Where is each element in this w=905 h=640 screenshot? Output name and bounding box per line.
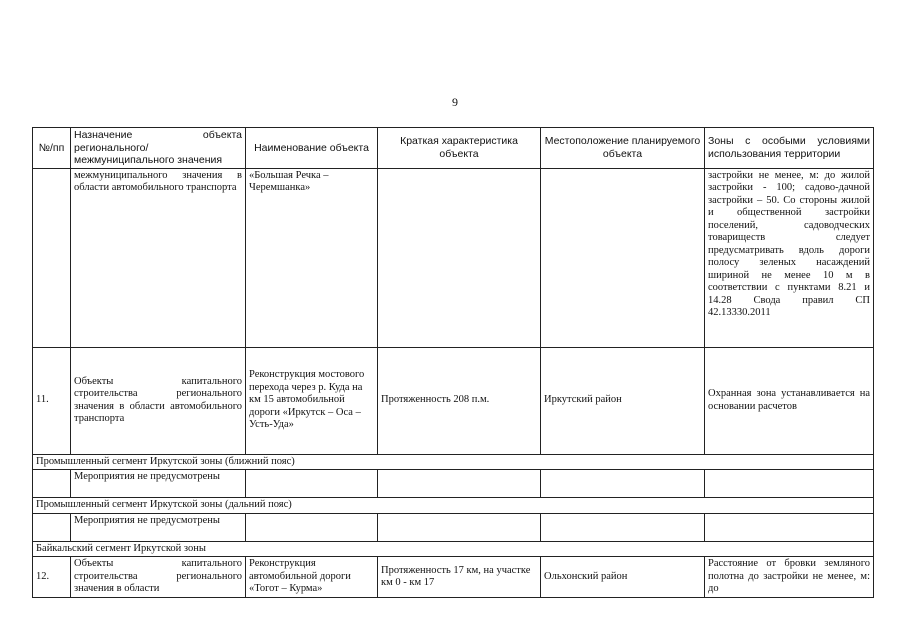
segment-row (33, 454, 874, 470)
cell-purpose: Мероприятия не предусмотрены (71, 513, 246, 541)
cell-purpose: Мероприятия не предусмотрены (71, 470, 246, 498)
table-row (33, 168, 874, 347)
cell-zones: Охранная зона устанавливается на основании расчетов (705, 347, 874, 454)
table-row (33, 347, 874, 454)
header-purpose: Назначение объекта регионального/ межмуниципального значения (71, 128, 246, 169)
cell-name (246, 513, 378, 541)
cell-num (33, 513, 71, 541)
segment-title: Промышленный сегмент Иркутской зоны (ближний пояс) (33, 454, 874, 470)
cell-num (33, 168, 71, 347)
cell-zones: Расстояние от бровки земляного полотна до застройки не менее, м: до (705, 557, 874, 598)
header-name: Наименование объекта (246, 128, 378, 169)
cell-name: Реконструкция мостового перехода через р. Куда на км 15 автомобильной дороги «Иркутск – Оса – Усть-Уда» (246, 347, 378, 454)
segment-title: Байкальский сегмент Иркутской зоны (33, 541, 874, 557)
planned-objects-table (32, 127, 874, 598)
cell-purpose: межмуниципального значения в области автомобильного транспорта (71, 168, 246, 347)
cell-num: 12. (33, 557, 71, 598)
table-row (33, 557, 874, 598)
cell-num (33, 470, 71, 498)
cell-zones: застройки не менее, м: до жилой застройки - 100; садово-дачной застройки – 50. Со стороны жилой и общественной застройки поселений, садоводческих товариществ следует предусматривать вдоль дороги полосу зеленых насаждений шириной не менее 10 м в соответствии с пунктами 8.21 и 14.28 Свода правил СП 42.13330.2011 (705, 168, 874, 347)
segment-row (33, 541, 874, 557)
cell-purpose: Объекты капитального строительства регионального значения в области (71, 557, 246, 598)
cell-location (541, 168, 705, 347)
segment-title: Промышленный сегмент Иркутской зоны (дальний пояс) (33, 498, 874, 514)
cell-location: Иркутский район (541, 347, 705, 454)
cell-location: Ольхонский район (541, 557, 705, 598)
table-header-row (33, 128, 874, 169)
cell-name (246, 470, 378, 498)
header-short: Краткая характеристика объекта (378, 128, 541, 169)
segment-row (33, 498, 874, 514)
cell-zones (705, 513, 874, 541)
cell-short: Протяженность 208 п.м. (378, 347, 541, 454)
header-location: Местоположение планируемого объекта (541, 128, 705, 169)
cell-num: 11. (33, 347, 71, 454)
cell-short (378, 513, 541, 541)
table-row (33, 513, 874, 541)
cell-short (378, 470, 541, 498)
cell-name: Реконструкция автомобильной дороги «Тогот – Курма» (246, 557, 378, 598)
cell-purpose: Объекты капитального строительства регионального значения в области автомобильного транспорта (71, 347, 246, 454)
table-row (33, 470, 874, 498)
cell-name: «Большая Речка – Черемшанка» (246, 168, 378, 347)
header-num: №/пп (33, 128, 71, 169)
cell-short: Протяженность 17 км, на участке км 0 - км 17 (378, 557, 541, 598)
page-number: 9 (452, 95, 458, 109)
cell-short (378, 168, 541, 347)
header-zones: Зоны с особыми условиями использования территории (705, 128, 874, 169)
cell-location (541, 470, 705, 498)
cell-zones (705, 470, 874, 498)
cell-location (541, 513, 705, 541)
